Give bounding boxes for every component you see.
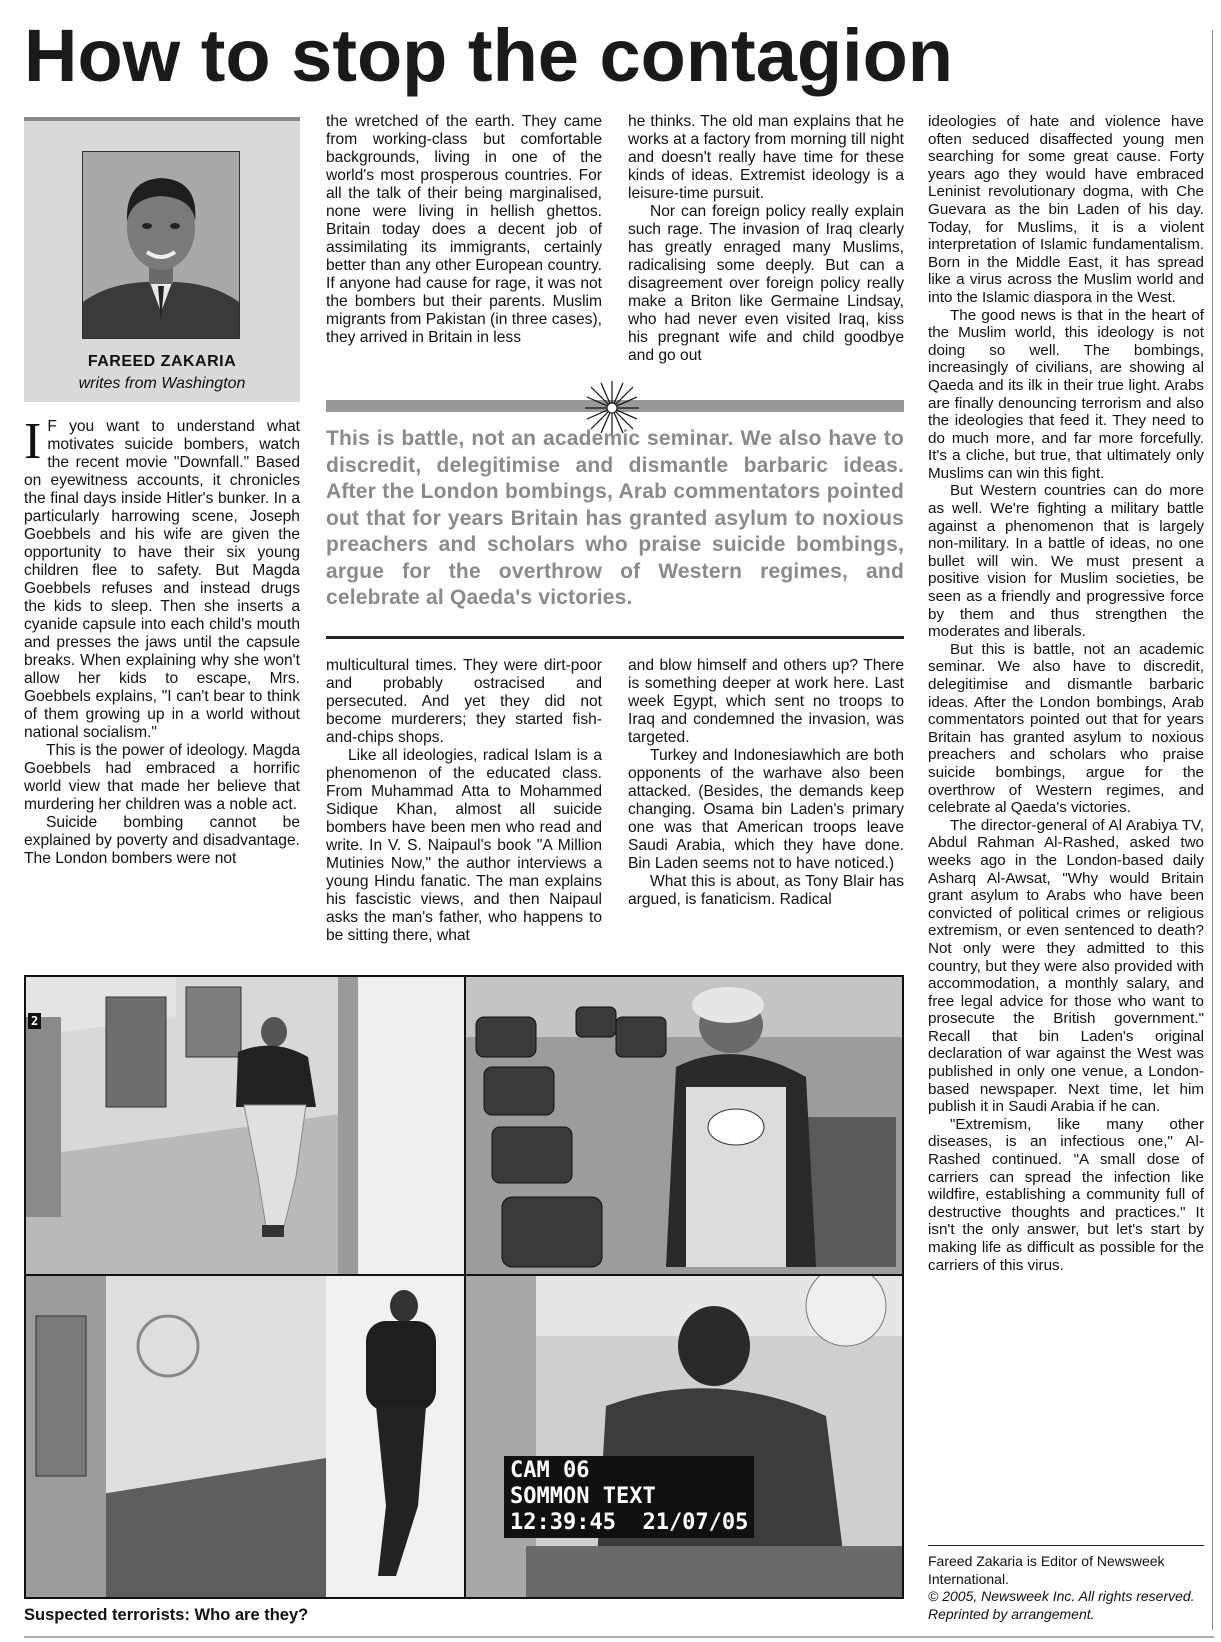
author-photo: [82, 151, 240, 339]
cctv-photo-backpack: [26, 1276, 464, 1597]
column-divider: [1212, 30, 1213, 1630]
paragraph: he thinks. The old man explains that he works at a factory from morning till night and doesn't really have time for these kinds of ideas. Extremist ideology is a leisure-time pursuit.: [628, 113, 904, 202]
author-credit: [928, 1553, 1204, 1623]
cctv-photo-corridor: [26, 977, 464, 1274]
paragraph: and blow himself and others up? There is something deeper at work here. Last week Egypt, which sent no troops to Iraq and condemned the invasion, was targeted.: [628, 657, 904, 746]
paragraph: "Extremism, like many other diseases, is an infectious one," Al-Rashed continued. "A small dose of carriers can spread the infection like wildfire, establishing a community full of destructive thoughts and practices." It isn't the only answer, but let's start by making life as difficult as possible for the carriers of this virus.: [928, 1115, 1204, 1274]
photo-caption: Suspected terrorists: Who are they?: [24, 1606, 309, 1624]
cctv-marker: 2: [28, 1013, 41, 1029]
column-3-top: [628, 113, 904, 365]
cctv-photo-desk: [466, 1276, 902, 1597]
credit-copyright: © 2005, Newsweek Inc. All rights reserved.: [928, 1588, 1195, 1604]
cctv-timestamp: [504, 1456, 754, 1538]
paragraph: But Western countries can do more as well. We're fighting a military battle against a phenomenon that is largely non-military. In a battle of ideas, no one bullet will win. We must present a positive vision for Muslim societies, be seen as a friendly and progressive force by them and thus strengthen the moderates and liberals.: [928, 482, 1204, 641]
credit-reprint: Reprinted by arrangement.: [928, 1605, 1095, 1622]
column-2-bottom: [326, 657, 602, 945]
paragraph: ideologies of hate and violence have often seduced disaffected young men searching for some great cause. Forty years ago they would have embraced Leninist revolutionary dogma, with Che Guevara as the bin Laden of his day. Today, for Muslims, it is a violent interpretation of Islamic fundamentalism. Born in the Middle East, it has spread like a virus across the Muslim world and into the Islamic diaspora in the West.: [928, 113, 1204, 306]
cctv-cam: CAM 06: [510, 1458, 590, 1483]
desk-photo-icon: [466, 1276, 902, 1597]
paragraph: The good news is that in the heart of the Muslim world, this ideology is not doing so well. The bombings, increasingly of civilians, are showing al Qaeda and its ilk in their true light. Arabs are finally denouncing terrorism and also the ideologies that feed it. They need to do much more, and far more forcefully. It's a cliche, but true, that ultimately only Muslims can win this fight.: [928, 306, 1204, 482]
column-1: [24, 413, 300, 868]
paragraph: This is the power of ideology. Magda Goebbels had embraced a horrific world view that made her believe that murdering her children was a noble act.: [24, 742, 300, 813]
cctv-time: 12:39:45 21/07/05: [510, 1510, 749, 1535]
corridor-photo-icon: [26, 977, 464, 1274]
backpack-photo-icon: [26, 1276, 464, 1597]
pull-quote: This is battle, not an academic seminar. We also have to discredit, delegitimise and dismantle barbaric ideas. After the London bombings, Arab commentators pointed out that for years Britain has granted asylum to noxious preachers and scholars who praise suicide bombings, argue for the overthrow of Western regimes, and celebrate al Qaeda's victories.: [326, 427, 904, 609]
cctv-photo-grid: [24, 975, 904, 1599]
bottom-rule: [24, 1636, 1214, 1638]
bus-photo-icon: [466, 977, 902, 1274]
paragraph: Nor can foreign policy really explain such rage. The invasion of Iraq clearly has greatly enraged many Muslims, radicalising some deeply. But can a disagreement over foreign policy really make a Briton like Germaine Lindsay, who had never even visited Iraq, kiss his pregnant wife and child goodbye and go out: [628, 203, 904, 364]
author-name: FAREED ZAKARIA: [87, 353, 237, 370]
paragraph: The director-general of Al Arabiya TV, Abdul Rahman Al-Rashed, asked two weeks ago in the London-based daily Asharq Al-Awsat, "Why would Britain grant asylum to Arabs who have been convicted of political crimes or religious extremism, or even sentenced to death? Not only were they admitted to this country, but they were also provided with accommodation, a monthly salary, and free legal advice for those who want to prosecute the British government." Recall that bin Laden's original declaration of war against the West was published in only one venue, a London-based newspaper. Next time, let him publish it in Saudi Arabia if he can.: [928, 816, 1204, 1116]
paragraph: But this is battle, not an academic seminar. We also have to discredit, delegitimise and dismantle barbaric ideas. After the London bombings, Arab commentators pointed out that for years Britain has granted asylum to noxious preachers and scholars who praise suicide bombings, argue for the overthrow of Western regimes, and celebrate al Qaeda's victories.: [928, 640, 1204, 817]
paragraph: F you want to understand what motivates suicide bombers, watch the recent movie "Downfall." Based on eyewitness accounts, it chronicles the final days inside Hitler's bunker. In a particularly harrowing scene, Joseph Goebbels and his wife are given the opportunity to have their six young children flee to safety. But Magda Goebbels refuses and instead drugs the kids to sleep. Then she inserts a cyanide capsule into each child's mouth and presses the jaws until the capsule breaks. When explaining why she won't allow her kids to escape, Mrs. Goebbels explains, "I can't bear to think of them growing up in a world without national socialism.": [24, 418, 300, 741]
author-location: writes from Washington: [78, 375, 246, 392]
pull-quote-rule: [326, 636, 904, 639]
column-2-top: [326, 113, 602, 347]
paragraph: multicultural times. They were dirt-poor and probably ostracised and persecuted. And yet they did not become murderers; they started fish-and-chips shops.: [326, 657, 602, 746]
paragraph: Turkey and Indonesiawhich are both opponents of the warhave also been attacked. (Besides, the demands keep changing. Osama bin Laden's primary one was that American troops leave Saudi Arabia, which they have done. Bin Laden seems not to have noticed.): [628, 747, 904, 872]
paragraph: Suicide bombing cannot be explained by poverty and disadvantage. The London bombers were not: [24, 814, 300, 867]
column-4: [928, 113, 1204, 1274]
byline-box: [24, 117, 300, 402]
author-portrait-icon: [83, 152, 239, 338]
credit-rule: [928, 1545, 1204, 1546]
drop-cap: I: [24, 413, 42, 470]
cctv-photo-bus: [466, 977, 902, 1274]
paragraph: the wretched of the earth. They came from working-class but comfortable backgrounds, living in one of the world's most prosperous countries. For all the talk of their being marginalised, none were living in hellish ghettos. Britain today does a decent job of assimilating its immigrants, certainly better than any other European country. If anyone had cause for rage, it was not the bombers but their parents. Muslim migrants from Pakistan (in three cases), they arrived in Britain in less: [326, 113, 602, 346]
paragraph: Like all ideologies, radical Islam is a phenomenon of the educated class. From Muhammad Atta to Mohammed Sidique Khan, almost all suicide bombers have been men who read and write. In V. S. Naipaul's book "A Million Mutinies Now," the author interviews a young Hindu fanatic. The man explains his fascistic views, and then Naipaul asks the man's father, who happens to be sitting there, what: [326, 747, 602, 944]
column-3-bottom: [628, 657, 904, 909]
credit-line: Fareed Zakaria is Editor of Newsweek International.: [928, 1553, 1165, 1587]
headline: How to stop the contagion: [24, 14, 954, 97]
paragraph: What this is about, as Tony Blair has argued, is fanaticism. Radical: [628, 873, 904, 908]
cctv-label: SOMMON TEXT: [510, 1484, 656, 1509]
